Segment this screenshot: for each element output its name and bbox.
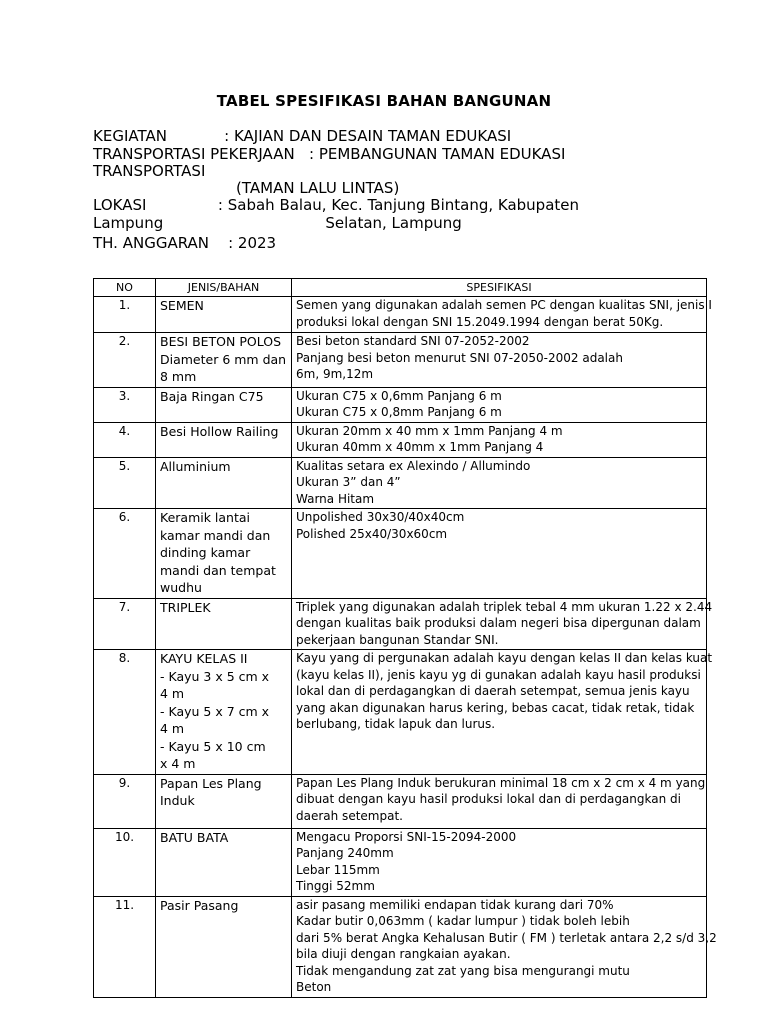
header-line-taman-lalu-lintas: (TAMAN LALU LINTAS): [93, 179, 400, 197]
material-name-line: - Kayu 3 x 5 cm x: [160, 668, 270, 684]
specification-cell: [292, 828, 707, 896]
column-header-no: NO: [94, 279, 156, 297]
row-number: 10.: [94, 828, 156, 896]
row-number: 6.: [94, 509, 156, 599]
header-line-lampung: Lampung Selatan, Lampung: [93, 214, 462, 232]
specification-line: Ukuran C75 x 0,8mm Panjang 6 m: [296, 405, 502, 419]
material-name-line: wudhu: [160, 580, 202, 595]
specification-line: pekerjaan bangunan Standar SNI.: [296, 632, 499, 647]
specification-cell: [292, 774, 707, 828]
specification-line: Ukuran 20mm x 40 mm x 1mm Panjang 4 m: [296, 423, 563, 438]
material-name-line: Besi Hollow Railing: [160, 423, 279, 439]
column-header-spesifikasi: SPESIFIKASI: [292, 279, 707, 297]
table-row: [94, 509, 707, 599]
specification-line: Mengacu Proporsi SNI-15-2094-2000: [296, 829, 517, 844]
material-name-line: dinding kamar: [160, 545, 251, 560]
table-row: [94, 457, 707, 509]
specification-line: dengan kualitas baik produksi dalam negeri bisa dipergunan dalam: [296, 616, 701, 630]
specification-line: Tinggi 52mm: [296, 879, 375, 893]
specification-line: Kadar butir 0,063mm ( kadar lumpur ) tidak boleh lebih: [296, 914, 630, 928]
material-name-cell: [156, 457, 292, 509]
specification-cell: [292, 422, 707, 457]
specification-line: Ukuran 3” dan 4”: [296, 475, 401, 489]
table-row: [94, 422, 707, 457]
table-body: [94, 297, 717, 998]
table-row: [94, 297, 707, 333]
specification-line: produksi lokal dengan SNI 15.2049.1994 dengan berat 50Kg.: [296, 314, 664, 329]
header-line-transportasi: TRANSPORTASI: [93, 162, 206, 180]
table-row: [94, 387, 707, 422]
specification-line: Semen yang digunakan adalah semen PC dengan kualitas SNI, jenis I: [296, 298, 712, 312]
material-name-cell: [156, 598, 292, 650]
specification-line: daerah setempat.: [296, 808, 403, 823]
material-name-line: - Kayu 5 x 10 cm: [160, 738, 266, 754]
material-name-line: 8 mm: [160, 369, 197, 384]
header-line-kegiatan: KEGIATAN : KAJIAN DAN DESAIN TAMAN EDUKASI: [93, 127, 512, 145]
table-row: [94, 828, 707, 896]
specification-line: Papan Les Plang Induk berukuran minimal 18 cm x 2 cm x 4 m yang: [296, 775, 706, 790]
specification-line: Unpolished 30x30/40x40cm: [296, 510, 465, 524]
row-number: 9.: [94, 774, 156, 828]
specification-cell: [292, 457, 707, 509]
material-name-line: Induk: [160, 793, 195, 808]
column-header-jenis: JENIS/BAHAN: [156, 279, 292, 297]
specification-line: Kualitas setara ex Alexindo / Allumindo: [296, 458, 531, 473]
material-name-cell: [156, 828, 292, 896]
specification-line: Lebar 115mm: [296, 862, 380, 877]
row-number: 1.: [94, 297, 156, 333]
material-name-line: Papan Les Plang: [160, 775, 262, 791]
specification-cell: [292, 387, 707, 422]
material-name-line: Pasir Pasang: [160, 897, 239, 913]
specification-line: (kayu kelas II), jenis kayu yg di gunakan adalah kayu hasil produksi: [296, 667, 701, 682]
material-name-cell: [156, 509, 292, 599]
material-name-cell: [156, 896, 292, 997]
material-name-line: SEMEN: [160, 298, 204, 313]
specification-cell: [292, 509, 707, 599]
specification-line: berlubang, tidak lapuk dan lurus.: [296, 717, 496, 731]
row-number: 11.: [94, 896, 156, 997]
specification-cell: [292, 333, 707, 388]
header-line-pekerjaan: TRANSPORTASI PEKERJAAN : PEMBANGUNAN TAMAN EDUKASI: [93, 145, 566, 163]
specification-line: Ukuran C75 x 0,6mm Panjang 6 m: [296, 388, 502, 403]
row-number: 5.: [94, 457, 156, 509]
spesifikasi-table: [93, 278, 717, 998]
specification-line: yang akan digunakan harus kering, bebas cacat, tidak retak, tidak: [296, 700, 695, 715]
material-name-line: kamar mandi dan: [160, 527, 271, 543]
specification-line: Panjang 240mm: [296, 846, 394, 860]
specification-line: Besi beton standard SNI 07-2052-2002: [296, 334, 530, 348]
row-number: 3.: [94, 387, 156, 422]
table-row: [94, 774, 707, 828]
specification-line: Beton: [296, 980, 332, 994]
specification-line: Triplek yang digunakan adalah triplek tebal 4 mm ukuran 1.22 x 2.44: [296, 599, 713, 614]
specification-line: Ukuran 40mm x 40mm x 1mm Panjang 4: [296, 440, 544, 454]
material-name-line: BATU BATA: [160, 829, 229, 845]
row-number: 2.: [94, 333, 156, 388]
specification-cell: [292, 598, 713, 650]
material-name-line: Baja Ringan C75: [160, 388, 264, 404]
material-name-line: x 4 m: [160, 756, 196, 771]
header-line-anggaran: TH. ANGGARAN : 2023: [93, 234, 277, 252]
material-name-line: Keramik lantai: [160, 510, 251, 525]
table-row: [94, 598, 707, 650]
row-number: 4.: [94, 422, 156, 457]
material-name-cell: [156, 774, 292, 828]
material-name-cell: [156, 387, 292, 422]
material-name-line: BESI BETON POLOS: [160, 334, 282, 349]
specification-line: bila diuji dengan rangkaian ayakan.: [296, 947, 511, 961]
document-title: TABEL SPESIFIKASI BAHAN BANGUNAN: [216, 92, 552, 110]
material-name-line: Diameter 6 mm dan: [160, 351, 287, 367]
material-name-cell: [156, 650, 292, 775]
header-line-lokasi: LOKASI : Sabah Balau, Kec. Tanjung Bintang, Kabupaten: [93, 196, 580, 214]
row-number: 8.: [94, 650, 156, 775]
material-name-line: 4 m: [160, 686, 185, 701]
material-name-cell: [156, 422, 292, 457]
table-row: [94, 650, 707, 775]
specification-line: Tidak mengandung zat zat yang bisa mengurangi mutu: [296, 963, 630, 978]
specification-line: Warna Hitam: [296, 491, 375, 506]
material-name-line: KAYU KELAS II: [160, 651, 248, 666]
row-number: 7.: [94, 598, 156, 650]
material-name-cell: [156, 297, 292, 333]
specification-line: dari 5% berat Angka Kehalusan Butir ( FM ) terletak antara 2,2 s/d 3,2: [296, 930, 717, 945]
specification-cell: [292, 896, 717, 997]
table-header-row: [94, 279, 707, 297]
specification-line: asir pasang memiliki endapan tidak kurang dari 70%: [296, 897, 614, 912]
material-name-line: 4 m: [160, 721, 185, 736]
material-name-line: TRIPLEK: [160, 599, 211, 615]
specification-line: lokal dan di perdagangkan di daerah setempat, semua jenis kayu: [296, 684, 690, 698]
specification-line: 6m, 9m,12m: [296, 367, 374, 381]
table-row: [94, 896, 707, 997]
material-name-line: mandi dan tempat: [160, 562, 276, 578]
table-row: [94, 333, 707, 388]
specification-line: Polished 25x40/30x60cm: [296, 526, 448, 541]
material-name-cell: [156, 333, 292, 388]
specification-line: dibuat dengan kayu hasil produksi lokal dan di perdagangkan di: [296, 792, 681, 806]
specification-cell: [292, 297, 712, 333]
material-name-line: Alluminium: [160, 458, 231, 474]
specification-cell: [292, 650, 713, 775]
material-name-line: - Kayu 5 x 7 cm x: [160, 703, 270, 719]
specification-line: Kayu yang di pergunakan adalah kayu dengan kelas II dan kelas kuat: [296, 651, 713, 665]
specification-line: Panjang besi beton menurut SNI 07-2050-2002 adalah: [296, 350, 623, 365]
